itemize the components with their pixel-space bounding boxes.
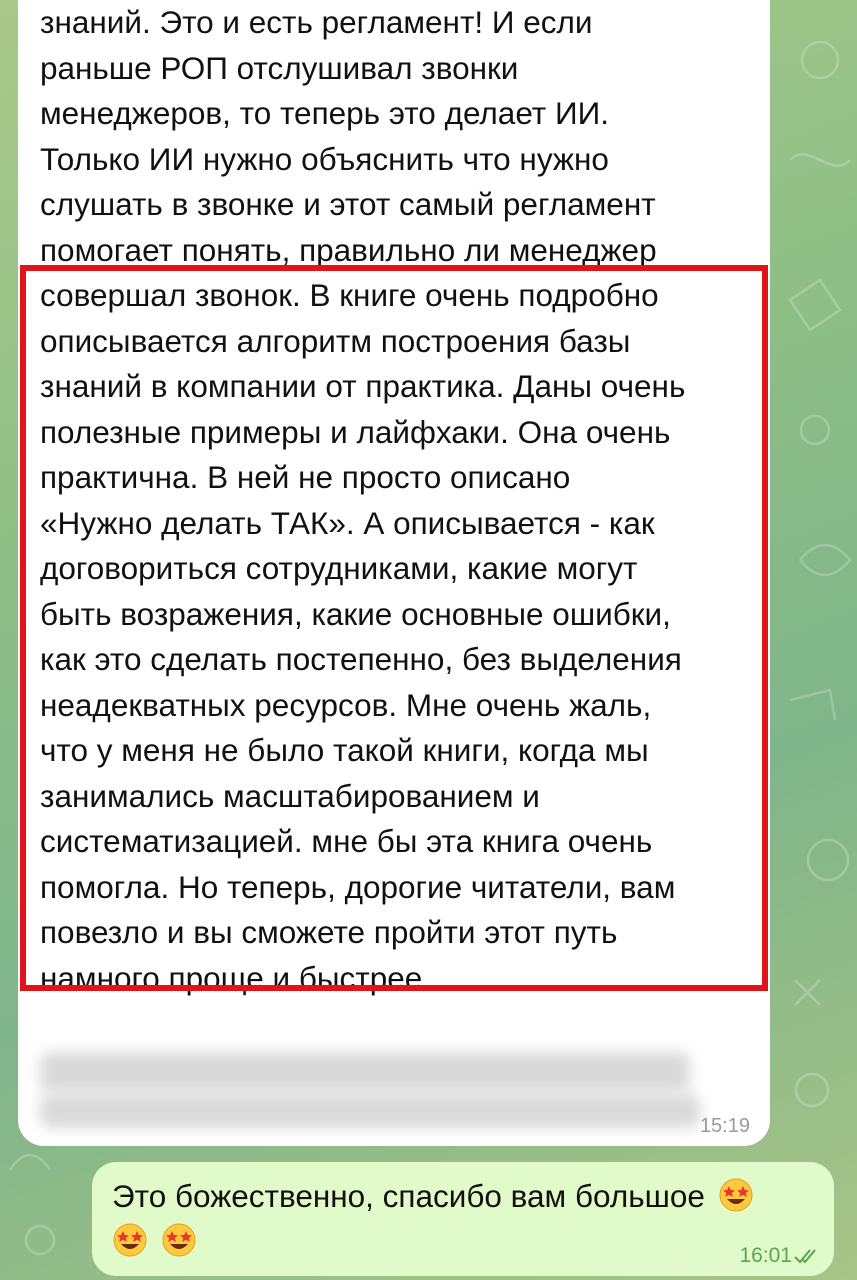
message-line: как это сделать постепенно, без выделения	[40, 641, 682, 677]
outgoing-message-body: Это божественно, спасибо вам большое	[112, 1178, 705, 1214]
outgoing-message-text	[112, 1174, 812, 1264]
star-struck-emoji	[161, 1222, 197, 1258]
message-line: Только ИИ нужно объяснить что нужно	[40, 140, 609, 177]
outgoing-message-meta	[739, 1244, 820, 1268]
message-line: повезло и вы сможете пройти этот путь	[40, 914, 618, 950]
double-check-icon	[794, 1248, 820, 1264]
message-line: описывается алгоритм построения базы	[40, 322, 631, 359]
message-line: практична. В ней не просто описано	[40, 459, 571, 495]
incoming-message-bubble[interactable]	[18, 0, 770, 1146]
message-line: слушать в звонке и этот самый регламент	[40, 186, 656, 222]
redacted-text-line	[40, 1052, 690, 1092]
message-line: помогла. Но теперь, дорогие читатели, вам	[40, 868, 676, 905]
message-line: «Нужно делать ТАК». А описывается - как	[40, 504, 655, 541]
message-line: быть возражения, какие основные ошибки,	[40, 595, 671, 632]
message-line: что у меня не было такой книги, когда мы	[40, 732, 649, 768]
message-line: совершал звонок. В книге очень подробно	[40, 277, 659, 313]
outgoing-message-time: 16:01	[739, 1244, 792, 1267]
message-line: помогает понять, правильно ли менеджер	[40, 231, 657, 268]
message-line: полезные примеры и лайфхаки. Она очень	[40, 413, 671, 450]
message-line: договориться сотрудниками, какие могут	[40, 550, 638, 586]
message-line: знаний. Это и есть регламент! И если	[40, 4, 593, 40]
message-line: занимались масштабированием и	[40, 777, 540, 814]
message-line: намного проще и быстрее.	[40, 959, 431, 996]
outgoing-message-bubble[interactable]	[92, 1162, 834, 1276]
message-line: раньше РОП отслушивал звонки	[40, 49, 519, 86]
message-line: менеджеров, то теперь это делает ИИ.	[40, 95, 609, 131]
incoming-message-time: 15:19	[699, 1115, 750, 1137]
redacted-text-line	[40, 1094, 700, 1128]
star-struck-emoji	[718, 1177, 754, 1213]
message-line: систематизацией. мне бы эта книга очень	[40, 823, 653, 859]
star-struck-emoji	[112, 1222, 148, 1258]
red-highlight-frame	[20, 265, 768, 991]
message-line: знаний в компании от практика. Даны очень	[40, 368, 686, 404]
message-line: неадекватных ресурсов. Мне очень жаль,	[40, 686, 652, 723]
